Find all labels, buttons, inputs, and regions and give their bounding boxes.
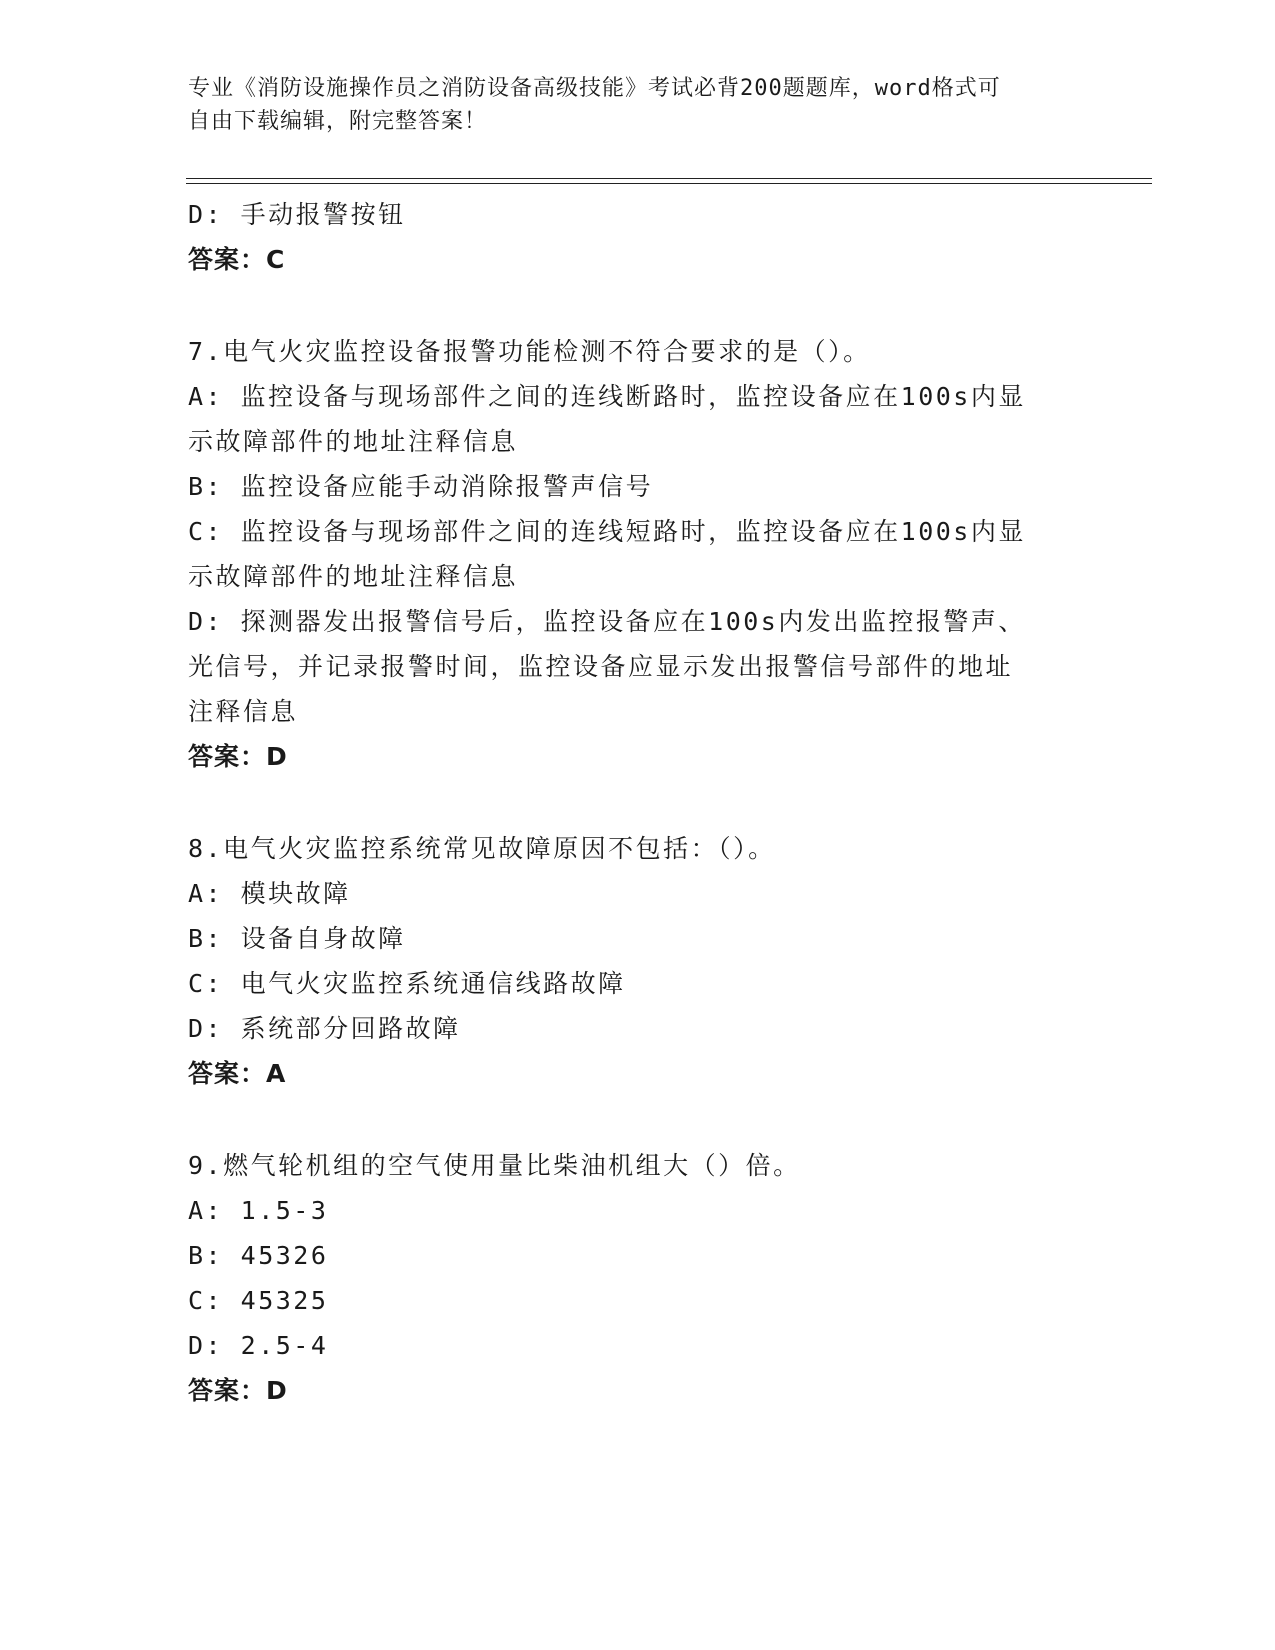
question-7 [188, 329, 1068, 779]
question-answer: 答案：D [188, 742, 288, 771]
question-answer: 答案：A [188, 1059, 287, 1088]
question-stem: 9.燃气轮机组的空气使用量比柴油机组大（）倍。 [188, 1151, 801, 1180]
option-a: A: 1.5-3 [188, 1196, 329, 1225]
option-c: C: 电气火灾监控系统通信线路故障 [188, 969, 626, 998]
option-a: A: 模块故障 [188, 879, 351, 908]
question-answer: 答案：D [188, 1376, 288, 1405]
question-content [188, 192, 1068, 1413]
header-divider-bottom [186, 183, 1152, 184]
question-9 [188, 1143, 1068, 1413]
option-d: D: 系统部分回路故障 [188, 1014, 461, 1043]
option-c-line-1: C: 监控设备与现场部件之间的连线短路时，监控设备应在100s内显 [188, 517, 1026, 546]
option-d: D: 2.5-4 [188, 1331, 329, 1360]
option-c-line-2: 示故障部件的地址注释信息 [188, 562, 519, 591]
option-d-line-3: 注释信息 [188, 697, 299, 726]
header-title-line-2: 自由下载编辑，附完整答案！ [188, 109, 488, 134]
option-b: B: 45326 [188, 1241, 329, 1270]
header-title-line-1: 专业《消防设施操作员之消防设备高级技能》考试必背200题题库，word格式可 [188, 76, 1001, 101]
option-a-line-2: 示故障部件的地址注释信息 [188, 427, 519, 456]
option-c: C: 45325 [188, 1286, 329, 1315]
question-stem: 8.电气火灾监控系统常见故障原因不包括：（）。 [188, 834, 776, 863]
option-d-line-1: D: 探测器发出报警信号后，监控设备应在100s内发出监控报警声、 [188, 607, 1026, 636]
header-divider-top [186, 178, 1152, 179]
option-b: B: 设备自身故障 [188, 924, 406, 953]
option-a-line-1: A: 监控设备与现场部件之间的连线断路时，监控设备应在100s内显 [188, 382, 1026, 411]
option-d-line-2: 光信号，并记录报警时间，监控设备应显示发出报警信号部件的地址 [188, 652, 1014, 681]
document-header [188, 72, 1068, 138]
question-8 [188, 826, 1068, 1096]
question-stem: 7.电气火灾监控设备报警功能检测不符合要求的是（）。 [188, 337, 871, 366]
option-b: B: 监控设备应能手动消除报警声信号 [188, 472, 654, 501]
previous-option-d: D: 手动报警按钮 [188, 200, 406, 229]
previous-answer: 答案：C [188, 245, 286, 274]
